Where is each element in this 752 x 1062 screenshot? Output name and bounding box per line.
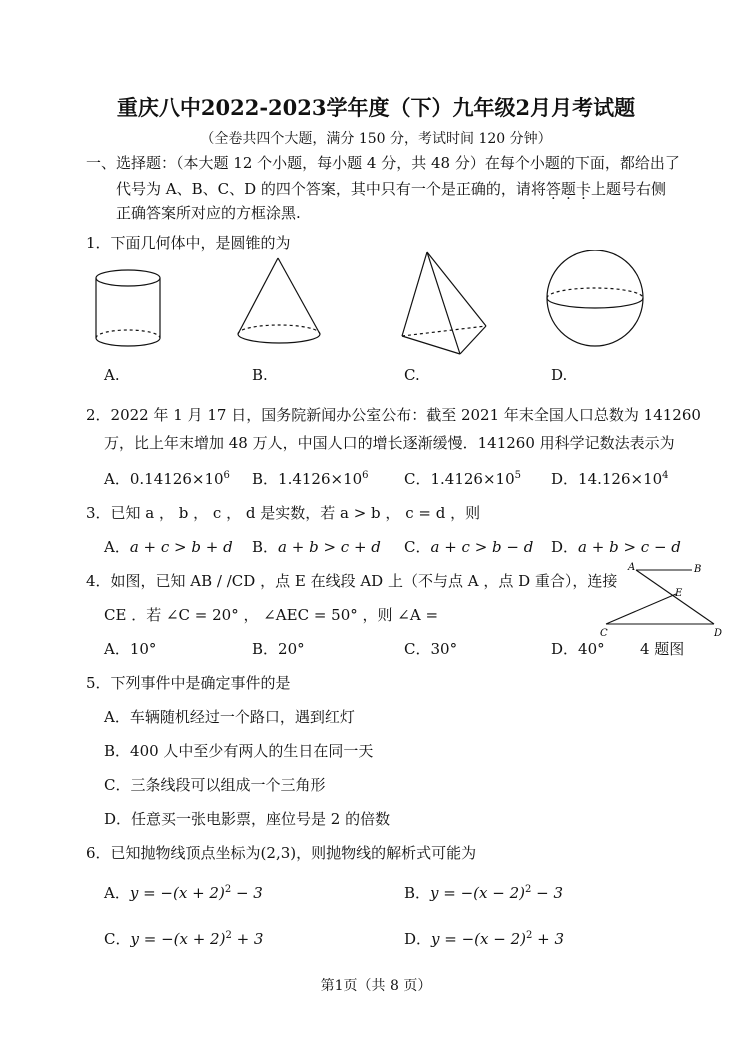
instruction-text: 代号为 A、B、C、D 的四个答案，其中只有一个是正确的，请将 (116, 180, 546, 198)
point-d-label: D (714, 628, 723, 639)
option-expression: a + b > c + d (278, 538, 381, 556)
q4-option-c (404, 638, 457, 659)
option-exponent: 2 (224, 884, 232, 895)
q6-option-b (404, 882, 563, 903)
instruction-text-end: 上题号右侧 (590, 180, 666, 198)
q3-option-c (404, 536, 533, 557)
option-label: A． (104, 538, 130, 556)
option-value: 10° (129, 640, 157, 658)
option-label: C． (104, 930, 131, 948)
option-label: A． (104, 470, 130, 488)
point-c-label: C (600, 628, 608, 639)
q4-option-d (551, 638, 605, 659)
q6-option-c (104, 928, 263, 949)
point-a-label: A (628, 562, 636, 573)
q5-option-d: D．任意买一张电影票，座位号是 2 的倍数 (104, 810, 391, 828)
option-label: D． (551, 640, 579, 658)
option-label: C． (404, 538, 431, 556)
section-instructions-end: 正确答案所对应的方框涂黑. (116, 204, 301, 222)
option-value: 1.4126×10 (430, 470, 515, 488)
page-title: 重庆八中2022-2023学年度（下）九年级2月月考试题 (116, 95, 636, 120)
q1-figures (80, 250, 680, 360)
q4-option-b (252, 638, 305, 659)
question-4-line1: 4．如图，已知 AB / /CD ，点 E 在线段 AD 上（不与点 A ，点 D 重合），连接 (86, 572, 618, 590)
option-expression: y = −(x + 2) (130, 930, 226, 948)
option-expression-tail: + 3 (231, 930, 264, 948)
option-value: 40° (578, 640, 605, 658)
option-label: B． (404, 884, 431, 902)
q2-option-d (551, 468, 669, 489)
option-exponent: 2 (225, 930, 232, 941)
cylinder-icon (96, 270, 160, 346)
cone-icon (238, 258, 320, 343)
option-value: 14.126×10 (578, 470, 663, 488)
q5-option-b: B．400 人中至少有两人的生日在同一天 (104, 742, 374, 760)
q5-option-c: C．三条线段可以组成一个三角形 (104, 776, 326, 794)
option-expression-tail: − 3 (531, 884, 564, 902)
pyramid-icon (402, 252, 486, 354)
section-instructions (116, 178, 666, 199)
q5-option-a: A．车辆随机经过一个路口，遇到红灯 (104, 708, 355, 726)
question-1-stem: 1．下面几何体中，是圆锥的为 (86, 234, 291, 252)
q3-option-a (104, 536, 233, 557)
option-expression: y = −(x − 2) (430, 884, 525, 902)
option-expression-tail: + 3 (532, 930, 565, 948)
emphasis-char: 卡 (575, 180, 591, 198)
q1-option-b: B. (252, 366, 268, 384)
option-label: B． (252, 640, 279, 658)
point-b-label: B (694, 564, 702, 575)
option-label: C． (404, 640, 431, 658)
q3-option-d (551, 536, 681, 557)
option-label: B． (252, 538, 279, 556)
option-exponent: 2 (526, 930, 533, 941)
option-label: D． (551, 538, 579, 556)
question-2-line1: 2．2022 年 1 月 17 日，国务院新闻办公室公布：截至 2021 年末全国人口总数为 141260 (86, 406, 701, 424)
option-label: C． (404, 470, 431, 488)
q4-option-a (104, 638, 156, 659)
exam-info: （全卷共四个大题，满分 150 分，考试时间 120 分钟） (200, 131, 552, 147)
option-exponent: 6 (362, 470, 369, 481)
option-expression: a + b > c − d (578, 538, 681, 556)
q3-option-b (252, 536, 381, 557)
q1-option-d: D. (551, 366, 568, 384)
option-label: D． (551, 470, 579, 488)
question-4-line2: CE ．若 ∠C = 20° ， ∠AEC = 50° ，则 ∠A = (104, 606, 439, 624)
option-value: 1.4126×10 (278, 470, 363, 488)
option-value: 30° (430, 640, 458, 658)
option-expression: y = −(x − 2) (431, 930, 526, 948)
emphasis-char: 题 (560, 180, 576, 198)
option-value: 20° (278, 640, 305, 658)
point-e-label: E (675, 588, 683, 599)
question-6-stem: 6．已知抛物线顶点坐标为(2,3)，则抛物线的解析式可能为 (86, 844, 477, 862)
q6-option-a (104, 882, 263, 903)
option-exponent: 4 (662, 470, 669, 481)
section-heading: 一、选择题：（本大题 12 个小题，每小题 4 分，共 48 分）在每个小题的下面，都给出了 (86, 154, 680, 172)
option-value: 0.14126×10 (129, 470, 224, 488)
q6-option-d (404, 928, 564, 949)
option-exponent: 5 (514, 470, 521, 481)
sphere-icon (547, 250, 643, 346)
option-label: A． (104, 884, 130, 902)
emphasis-char: 答 (545, 180, 561, 198)
q2-option-b (252, 468, 369, 489)
figure-caption: 4 题图 (640, 640, 685, 658)
q2-option-c (404, 468, 521, 489)
q1-option-a: A. (104, 366, 120, 384)
option-expression: y = −(x + 2) (129, 884, 225, 902)
option-label: D． (404, 930, 432, 948)
option-expression: a + c > b + d (129, 538, 233, 556)
question-2-line2: 万，比上年末增加 48 万人，中国人口的增长逐渐缓慢．141260 用科学记数法表示为 (104, 434, 675, 452)
q2-option-a (104, 468, 230, 489)
option-expression: a + c > b − d (430, 538, 534, 556)
q4-figure (596, 556, 736, 640)
option-label: A． (104, 640, 130, 658)
option-exponent: 6 (223, 470, 230, 481)
question-3-stem: 3．已知 a ， b ， c ， d 是实数，若 a > b ， c = d ，则 (86, 504, 481, 522)
q1-option-c: C. (404, 366, 420, 384)
option-exponent: 2 (525, 884, 532, 895)
option-expression-tail: − 3 (231, 884, 263, 902)
page-footer: 第1页（共 8 页） (320, 978, 432, 994)
option-label: B． (252, 470, 279, 488)
question-5-stem: 5．下列事件中是确定事件的是 (86, 674, 291, 692)
